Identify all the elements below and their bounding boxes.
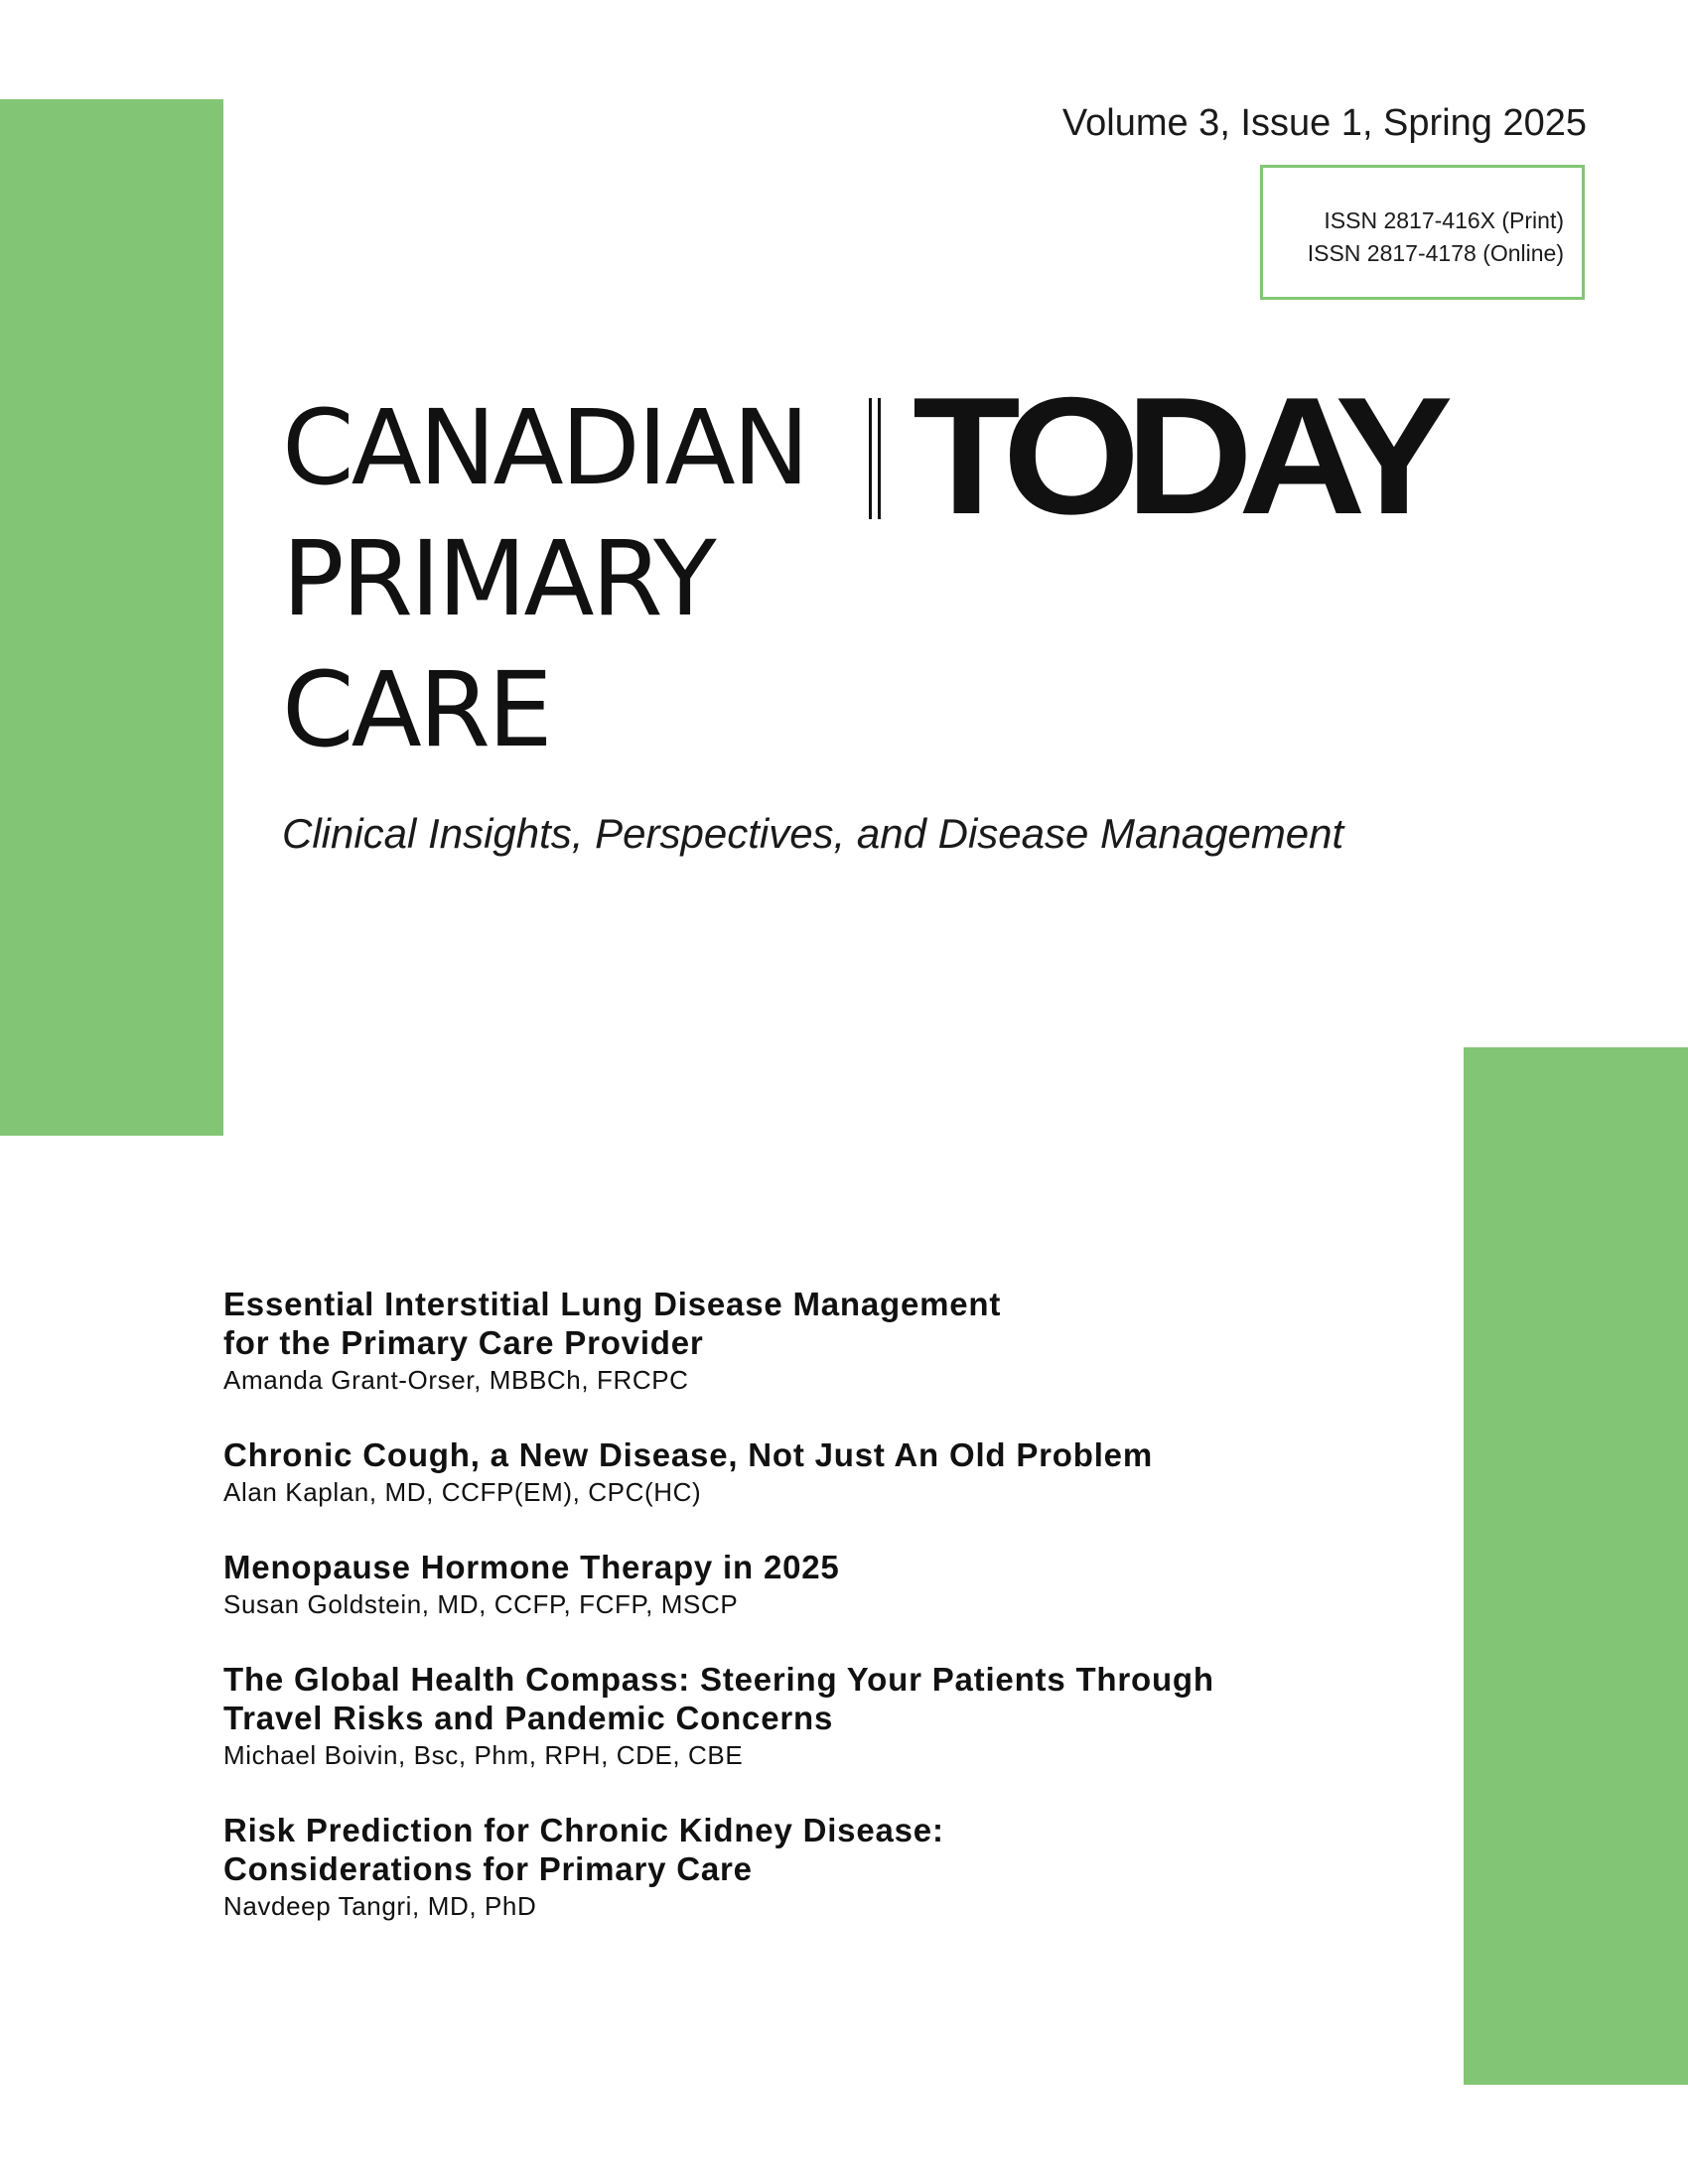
journal-title-line-3: CARE — [282, 649, 550, 770]
article-title-line: Risk Prediction for Chronic Kidney Disease: — [223, 1812, 944, 1848]
article-title-line: The Global Health Compass: Steering Your Patients Through — [223, 1661, 1214, 1698]
article-author: Alan Kaplan, MD, CCFP(EM), CPC(HC) — [223, 1477, 702, 1507]
issn-print: ISSN 2817-416X (Print) — [1324, 207, 1564, 233]
journal-title-line-1: CANADIAN — [282, 387, 807, 508]
article-author: Amanda Grant-Orser, MBBCh, FRCPC — [223, 1365, 689, 1395]
article-title — [223, 1660, 1415, 1737]
journal-subtitle: Clinical Insights, Perspectives, and Disease Management — [282, 810, 1344, 857]
article-entry[interactable] — [223, 1811, 1415, 1924]
issn-online: ISSN 2817-4178 (Online) — [1307, 240, 1564, 266]
article-title — [223, 1435, 1415, 1474]
article-title-line: Chronic Cough, a New Disease, Not Just An Old Problem — [223, 1436, 1153, 1473]
article-title-line: Essential Interstitial Lung Disease Management — [223, 1286, 1002, 1322]
article-title — [223, 1811, 1415, 1888]
article-entry[interactable] — [223, 1660, 1415, 1773]
issue-volume-line: Volume 3, Issue 1, Spring 2025 — [1061, 102, 1587, 144]
journal-title — [282, 382, 806, 775]
article-entry[interactable] — [223, 1435, 1415, 1510]
journal-title-today: TODAY — [913, 362, 1439, 549]
article-title-line: Travel Risks and Pandemic Concerns — [223, 1700, 834, 1736]
article-title — [223, 1548, 1415, 1586]
right-accent-bar — [1464, 1047, 1688, 2085]
table-of-contents — [223, 1285, 1415, 1962]
article-title — [223, 1285, 1415, 1362]
article-author: Susan Goldstein, MD, CCFP, FCFP, MSCP — [223, 1589, 739, 1619]
article-author: Michael Boivin, Bsc, Phm, RPH, CDE, CBE — [223, 1740, 744, 1770]
left-accent-bar — [0, 99, 223, 1136]
article-title-line: Menopause Hormone Therapy in 2025 — [223, 1549, 840, 1585]
masthead-divider — [869, 398, 881, 519]
article-title-line: for the Primary Care Provider — [223, 1324, 704, 1361]
article-title-line: Considerations for Primary Care — [223, 1850, 753, 1887]
article-entry[interactable] — [223, 1285, 1415, 1398]
article-entry[interactable] — [223, 1548, 1415, 1622]
journal-title-line-2: PRIMARY — [282, 518, 714, 639]
issn-box — [1260, 165, 1585, 300]
article-author: Navdeep Tangri, MD, PhD — [223, 1891, 537, 1921]
